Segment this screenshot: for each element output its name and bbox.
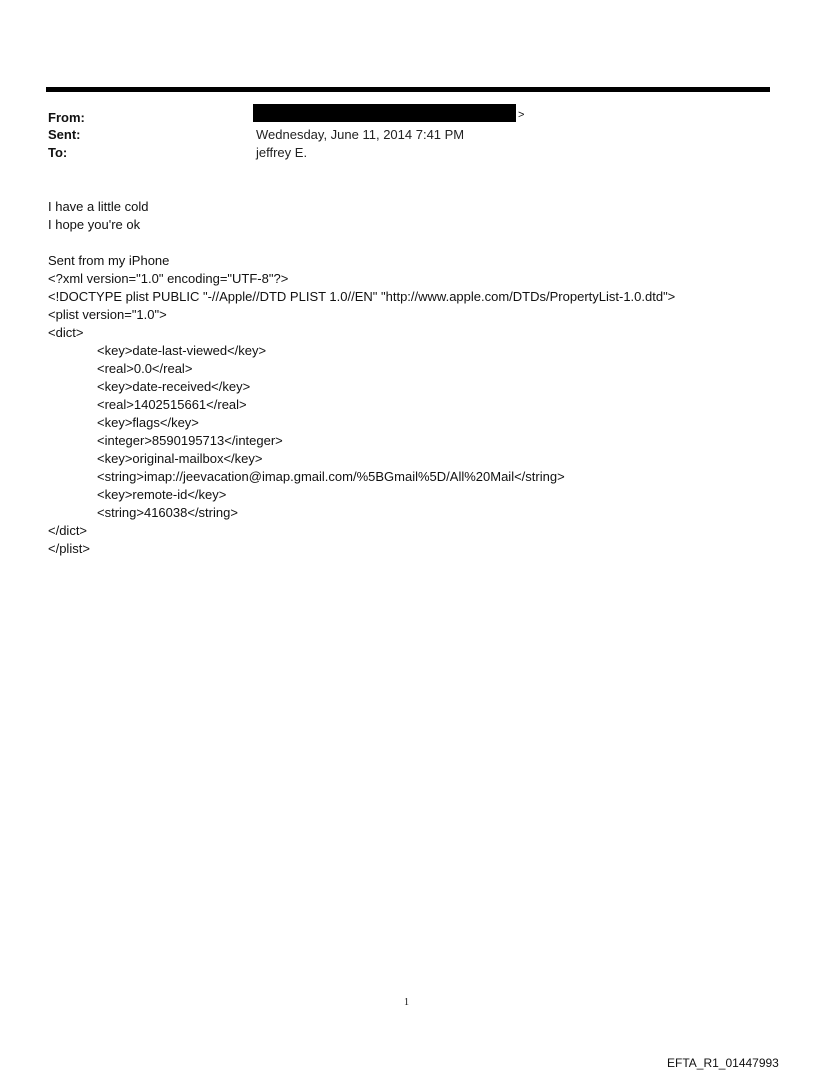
header-rule: [46, 87, 770, 92]
dict-line: <key>flags</key>: [97, 415, 199, 430]
page-number: 1: [404, 997, 409, 1008]
from-label: From:: [48, 110, 85, 125]
dict-line: <integer>8590195713</integer>: [97, 433, 283, 448]
from-value-suffix: >: [518, 109, 525, 121]
dict-open: <dict>: [48, 325, 84, 340]
sent-label: Sent:: [48, 127, 81, 142]
sent-value: Wednesday, June 11, 2014 7:41 PM: [256, 127, 465, 142]
dict-line: <real>0.0</real>: [97, 361, 193, 376]
xml-declaration: <?xml version="1.0" encoding="UTF-8"?>: [48, 271, 289, 286]
bates-number: EFTA_R1_01447993: [667, 1056, 779, 1070]
plist-open: <plist version="1.0">: [48, 307, 167, 322]
redaction-block: [253, 104, 516, 122]
dict-line: <string>imap://jeevacation@imap.gmail.com/%5BGmail%5D/All%20Mail</string>: [97, 469, 565, 484]
plist-close: </plist>: [48, 541, 90, 556]
dict-line: <key>remote-id</key>: [97, 487, 227, 502]
signature: Sent from my iPhone: [48, 253, 170, 268]
dict-close: </dict>: [48, 523, 88, 538]
body-line-1: I have a little cold: [48, 199, 149, 214]
dict-line: <string>416038</string>: [97, 505, 238, 520]
to-label: To:: [48, 145, 68, 160]
dict-line: <key>original-mailbox</key>: [97, 451, 263, 466]
dict-line: <key>date-received</key>: [97, 379, 251, 394]
dict-line: <key>date-last-viewed</key>: [97, 343, 267, 358]
doctype-line: <!DOCTYPE plist PUBLIC "-//Apple//DTD PLIST 1.0//EN" "http://www.apple.com/DTDs/PropertyList-1.0.dtd">: [48, 289, 676, 304]
body-line-2: I hope you're ok: [48, 217, 141, 232]
to-value: jeffrey E.: [256, 145, 308, 160]
dict-line: <real>1402515661</real>: [97, 397, 247, 412]
